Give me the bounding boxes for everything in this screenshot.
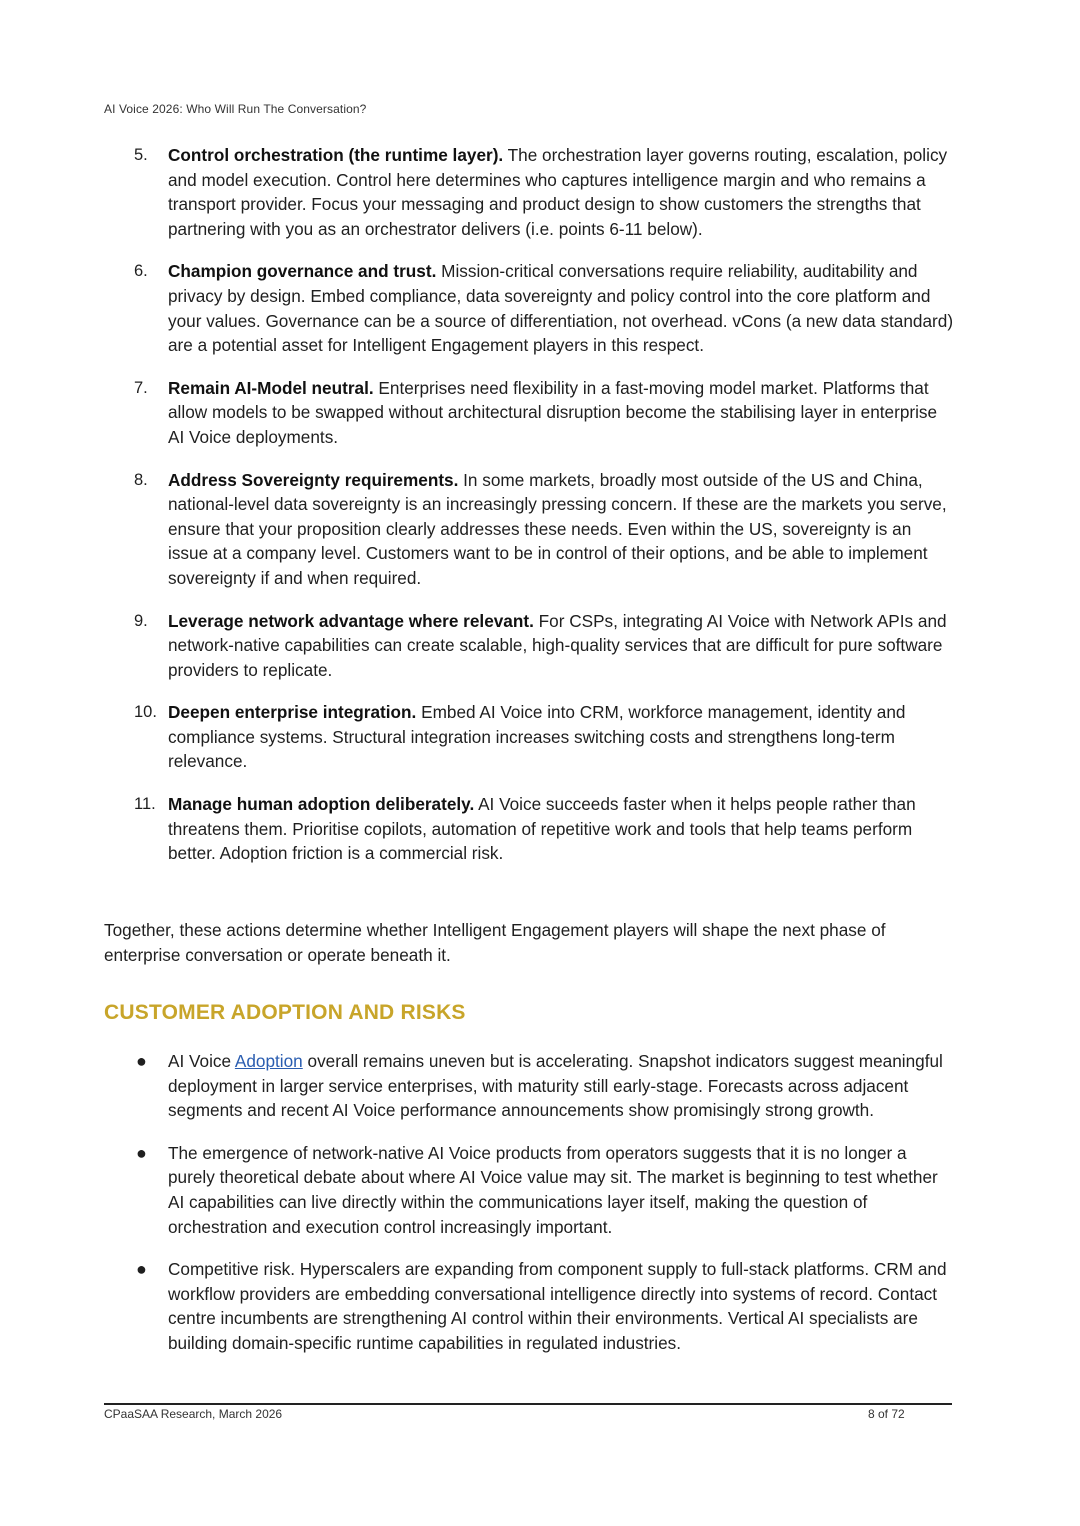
list-item-text: The orchestration layer governs routing, escalation, policy and model execution. Control here determines who captures intelligence margin and who remains a transport provider. Focus your messaging and product design to show customers the strengths that partnering with you as an orchestrator delivers (i.e. points 6-11 below).: [168, 145, 948, 239]
list-item-text: Embed AI Voice into CRM, workforce management, identity and compliance systems. Structural integration increases switching costs and strengthens long-term relevance.: [168, 702, 906, 772]
list-item: [104, 1049, 954, 1123]
footer-divider: [104, 1403, 952, 1405]
list-item-body: [168, 143, 954, 241]
list-number: 7.: [134, 378, 148, 397]
list-number: 11.: [134, 795, 156, 814]
running-header: AI Voice 2026: Who Will Run The Conversation?: [104, 102, 367, 116]
list-item-text: Mission-critical conversations require reliability, auditability and privacy by design. Embed compliance, data sovereignty and policy control into the core platform and your values. Governance can be a source of differentiation, not overhead. vCons (a new data standard) are a potential asset for Intelligent Engagement players in this respect.: [168, 261, 954, 356]
footer-source: CPaaSAA Research, March 2026: [104, 1407, 283, 1421]
list-item-text: AI Voice succeeds faster when it helps people rather than threatens them. Prioritise copilots, automation of repetitive work and tools that help teams perform better. Adoption friction is a commercial risk.: [168, 794, 916, 864]
list-item-lead: Leverage network advantage where relevant.: [168, 610, 534, 631]
list-item-lead: Manage human adoption deliberately.: [168, 794, 475, 815]
section-heading: CUSTOMER ADOPTION AND RISKS: [104, 1001, 466, 1024]
list-number: 10.: [134, 703, 157, 722]
list-item-lead: Address Sovereignty requirements.: [168, 469, 459, 490]
list-item-text: The emergence of network-native AI Voice products from operators suggests that it is no longer a purely theoretical debate about where AI Voice value may sit. The market is beginning to test whether AI capabilities can live directly within the communications layer itself, making the question of orchestration and execution control increasingly important.: [168, 1142, 938, 1237]
closing-paragraph: Together, these actions determine whether Intelligent Engagement players will shape the next phase of enterprise conversation or operate beneath it.: [104, 920, 886, 965]
list-item-body: [168, 609, 954, 683]
list-item: [104, 792, 954, 866]
list-item: [104, 143, 954, 241]
list-item-body: [168, 468, 954, 591]
list-item-body: [168, 1049, 954, 1123]
list-item-lead: Champion governance and trust.: [168, 261, 437, 282]
list-item-text: For CSPs, integrating AI Voice with Network APIs and network-native capabilities can create scalable, high-quality services that are difficult for pure software providers to replicate.: [168, 610, 947, 680]
list-item: [104, 1141, 954, 1239]
adoption-link[interactable]: Adoption: [234, 1051, 303, 1071]
list-item-text: overall remains uneven but is accelerating. Snapshot indicators suggest meaningful deployment in larger service enterprises, with maturity still early-stage. Forecasts across adjacent segments and recent AI Voice performance announcements show promisingly strong growth.: [168, 1051, 943, 1121]
list-item-text: Competitive risk. Hyperscalers are expanding from component supply to full-stack platforms. CRM and workflow providers are embedding conversational intelligence directly into systems of record. Contact centre incumbents are strengthening AI control within their environments. Vertical AI specialists are building domain-specific runtime capabilities in regulated industries.: [168, 1259, 947, 1353]
list-item-text: Enterprises need flexibility in a fast-moving model market. Platforms that allow models to be swapped without architectural disruption become the stabilising layer in enterprise AI Voice deployments.: [168, 377, 938, 447]
list-item: [104, 609, 954, 683]
list-item: [104, 468, 954, 591]
list-item: [104, 376, 954, 450]
list-item-body: [168, 376, 954, 450]
list-item-body: [168, 259, 954, 357]
page-number: 8 of 72: [868, 1407, 905, 1421]
list-item-lead: Control orchestration (the runtime layer).: [168, 145, 504, 165]
bullet-marker: ●: [136, 1259, 147, 1280]
list-number: 5.: [134, 146, 148, 164]
list-item-lead: Deepen enterprise integration.: [168, 702, 417, 723]
list-item: [104, 259, 954, 357]
list-item: [104, 700, 954, 774]
list-item-body: [168, 792, 954, 866]
bullet-marker: ●: [136, 1142, 147, 1163]
list-item-body: [168, 700, 954, 774]
list-item: [104, 1257, 954, 1355]
list-number: 6.: [134, 262, 148, 281]
recommendations-list: [104, 143, 954, 884]
list-item-lead: Remain AI-Model neutral.: [168, 377, 374, 398]
list-item-text: In some markets, broadly most outside of the US and China, national-level data sovereignty is an increasingly pressing concern. If these are the markets you serve, ensure that your proposition clearly addresses these needs. Even within the US, sovereignty is an issue at a company level. Customers want to be in control of their options, and be able to implement sovereignty if and when required.: [168, 469, 947, 588]
list-number: 8.: [134, 470, 148, 489]
bullet-marker: ●: [136, 1051, 147, 1071]
adoption-risks-list: [104, 1049, 954, 1374]
list-item-text: AI Voice: [168, 1051, 235, 1071]
list-number: 9.: [134, 611, 148, 630]
